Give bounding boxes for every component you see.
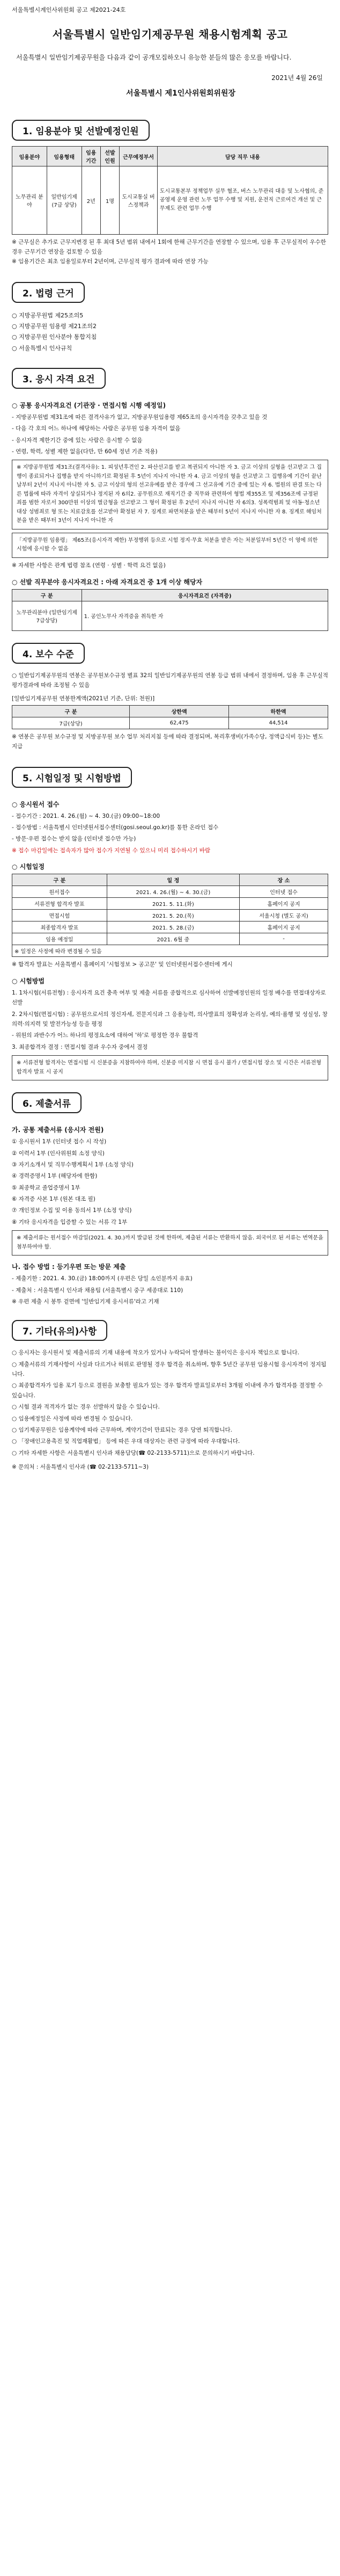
common-req-item: - 지방공무원법 제31조에 따른 결격사유가 없고, 지방공무원임용령 제65조의 응시자격을 갖추고 있을 것: [12, 413, 268, 420]
common-req-item: - 연령, 학력, 성별 제한 없음(다만, 만 60세 정년 기준 적용): [12, 448, 158, 455]
salary-note: ※ 연봉은 공무원 보수규정 및 지방공무원 보수 업무 처리지침 등에 따라 결정되며, 복리후생비(가족수당, 정액급식비 등)는 별도 지급: [12, 733, 323, 750]
cell: 2021. 4. 26.(월) ~ 4. 30.(금): [107, 886, 239, 898]
cell: ※ 일정은 사정에 따라 변경될 수 있음: [12, 945, 328, 957]
cell: 노무관리분야 (일반임기제 7급상당): [12, 601, 82, 630]
documents-box: ※ 제출서류는 원서접수 마감일(2021. 4. 30.)까지 발급된 것에 한하며, 제출된 서류는 반환하지 않음. 외국어로 된 서류는 번역문을 첨부하여야 함.: [12, 1230, 328, 1256]
table-row: [12, 933, 328, 945]
issuer: 서울특별시 제1인사위원회위원장: [126, 89, 235, 98]
col-header: 구 분: [12, 874, 107, 886]
col-header: 근무예정부서: [120, 147, 158, 166]
cell: 홈페이지 공지: [240, 898, 328, 910]
caution-item: ○ 임기제공무원은 임용계약에 따라 근무하며, 계약기간이 만료되는 경우 당연 퇴직합니다.: [12, 1426, 233, 1433]
submit-item: ※ 우편 제출 시 봉투 겉면에 '일반임기제 응시서류'라고 기재: [12, 1298, 159, 1305]
document-item: ② 이력서 1부 (인사위원회 소정 양식): [12, 1150, 105, 1157]
method-item: 3. 최종합격자 결정 : 면접시험 결과 우수자 중에서 결정: [12, 1043, 148, 1050]
col-header: 구 분: [12, 589, 82, 601]
method-item: 1. 1차시험(서류전형) : 응시자격 요건 충족 여부 및 제출 서류를 종합적으로 심사하여 선발예정인원의 일정 배수를 면접대상자로 선발: [12, 989, 326, 1006]
receipt-item: - 접수기간 : 2021. 4. 26.(월) ~ 4. 30.(금) 09:00~18:00: [12, 812, 160, 819]
cell: 도시교통실 버스정책과: [120, 166, 158, 235]
common-requirements-title: ○ 공통 응시자격요건 (기관장 · 면접시험 시행 예정일): [12, 401, 166, 409]
list-item: ○ 지방공무원법 제25조의5: [12, 311, 84, 319]
notice-number: 서울특별시계인사위원회 공고 제2021-24호: [12, 6, 126, 13]
col-header: 구 분: [12, 705, 130, 717]
caution-item: ○ 임용예정일은 사정에 따라 변경될 수 있습니다.: [12, 1415, 133, 1422]
section-1-notes: ※ 근무실은 추가로 근무지변경 된 후 최대 5년 범위 내에서 1회에 한해 근무기간을 연장할 수 있으며, 임용 후 근무실적이 우수한 경우 근무기간 연장을 검토할 수 있음 ※ 임용기간은 최초 임용일로부터 2년이며, 근무실적 평가 결과에 따라 연장 가능: [12, 239, 326, 265]
col-header: 임용형태: [47, 147, 82, 166]
contact-info: ※ 문의처 : 서울특별시 인사과 (☎ 02-2133-5711~3): [12, 1464, 149, 1471]
section-7-heading: 7. 기타(유의)사항: [12, 1320, 107, 1341]
cell: 서울시청 (별도 공지): [240, 910, 328, 921]
cell: 면접시험: [12, 910, 107, 921]
notice-date: 2021년 4월 26일: [271, 74, 323, 82]
field-requirements-title: ○ 선발 직무분야 응시자격요건 : 아래 자격요건 중 1개 이상 해당자: [12, 578, 203, 586]
caution-item: ○ 「장애인고용촉진 및 직업재활법」 등에 따른 우대 대상자는 관련 규정에 따라 우대합니다.: [12, 1438, 240, 1445]
table-row: [12, 166, 328, 235]
common-req-item: - 응시자격 제한기간 중에 있는 사람은 응시할 수 없음: [12, 437, 143, 444]
schedule-title: ○ 시험일정: [12, 863, 45, 871]
cell: 홈페이지 공지: [240, 921, 328, 933]
cell: 7급(상당): [12, 717, 130, 729]
cell: 원서접수: [12, 886, 107, 898]
salary-paragraph: ○ 일반임기제공무원의 연봉은 공무원보수규정 별표 32의 일반임기제공무원의 연봉 등급 범위 내에서 결정하며, 임용 후 근무실적 평가결과에 따라 조정될 수 있음: [12, 672, 328, 689]
cell: 2021. 6월 중: [107, 933, 239, 945]
salary-table: [12, 705, 328, 729]
table-row: [12, 601, 328, 630]
list-item: ○ 지방공무원 임용령 제21조의2: [12, 322, 97, 330]
document-item: ③ 자기소개서 및 직무수행계획서 1부 (소정 양식): [12, 1161, 134, 1168]
document-item: ⑦ 개인정보 수집 및 이용 동의서 1부 (소정 양식): [12, 1207, 132, 1214]
col-header: 담당 직무 내용: [157, 147, 328, 166]
schedule-table: [12, 874, 328, 957]
caution-item: ○ 최종합격자가 임용 포기 등으로 결원을 보충할 필요가 있는 경우 합격자 발표일로부터 3개월 이내에 추가 합격자를 결정할 수 있습니다.: [12, 1382, 323, 1399]
caution-item: ○ 응시자는 응시원서 및 제출서류의 기재 내용에 착오가 있거나 누락되어 발생하는 불이익은 응시자 책임으로 합니다.: [12, 1349, 299, 1356]
requirements-table: [12, 589, 328, 631]
receipt-item: ※ 접수 마감일에는 접속자가 많아 접수가 지연될 수 있으니 미리 접수하시기 바람: [12, 847, 211, 854]
caution-item: ○ 시험 결과 적격자가 없는 경우 선발하지 않을 수 있습니다.: [12, 1404, 160, 1411]
cell: 도시교통본부 정책업무 실무 협조, 버스 노무관리 대응 및 노사협의, 준공영제 운영 관련 노무 업무 수행 및 지원, 운전직 근로여건 개선 및 근무제도 관련 업무 수행: [157, 166, 328, 235]
section-6-heading: 6. 제출서류: [12, 1092, 82, 1113]
submit-item: - 제출처 : 서울특별시 인사과 채용팀 (서울특별시 중구 세종대로 110): [12, 1287, 183, 1294]
submit-title: 나. 접수 방법 : 등기우편 또는 방문 제출: [12, 1263, 126, 1271]
table-row: [12, 910, 328, 921]
common-req-item: - 다음 각 호의 어느 하나에 해당하는 사람은 공무원 임용 자격이 없음: [12, 425, 181, 432]
document-item: ⑤ 최종학교 졸업증명서 1부: [12, 1184, 80, 1191]
cell: -: [240, 933, 328, 945]
table-row: [12, 898, 328, 910]
cell: 서류전형 합격자 발표: [12, 898, 107, 910]
list-item: ○ 서울특별시 인사규칙: [12, 344, 72, 352]
document-item: ⑥ 자격증 사본 1부 (원본 대조 필): [12, 1196, 95, 1203]
cell: 1명: [100, 166, 119, 235]
page-title: 서울특별시 일반임기제공무원 채용시험계획 공고: [52, 28, 288, 41]
document-item: ⑧ 기타 응시자격을 입증할 수 있는 서류 각 1부: [12, 1218, 128, 1225]
section-5-heading: 5. 시험일정 및 시험방법: [12, 767, 132, 788]
cell: 노무관리 분야: [12, 166, 47, 235]
section-1-heading: 1. 임용분야 및 선발예정인원: [12, 120, 150, 141]
restriction-box: 「지방공무원 임용령」 제65조(응시자격 제한) 부정행위 등으로 시험 정지·무효 처분을 받은 자는 처분일부터 5년간 이 영에 의한 시험에 응시할 수 없음: [12, 533, 328, 558]
cell: 인터넷 접수: [240, 886, 328, 898]
salary-caption: [일반임기제공무원 연봉한계액(2021년 기준, 단위: 천원)]: [12, 695, 155, 702]
schedule-note: ※ 합격자 발표는 서울특별시 홈페이지 '시험정보 > 공고문' 및 인터넷원서접수센터에 게시: [12, 961, 233, 968]
col-header: 상한액: [130, 705, 229, 717]
table-row: [12, 921, 328, 933]
method-item: 2. 2차시험(면접시험) : 공무원으로서의 정신자세, 전문지식과 그 응용능력, 의사발표의 정확성과 논리성, 예의·품행 및 성실성, 창의력·의지력 및 발전가능성 등을 평정: [12, 1011, 328, 1028]
document-item: ④ 경력증명서 1부 (해당자에 한함): [12, 1173, 98, 1180]
method-item: - 위원의 과반수가 어느 하나의 평정요소에 대하여 '하'로 평정한 경우 불합격: [12, 1032, 198, 1039]
lead-paragraph: 서울특별시 일반임기제공무원을 다음과 같이 공개모집하오니 유능한 분들의 많은 응모를 바랍니다.: [16, 54, 292, 61]
cell: 44,514: [229, 717, 328, 729]
method-title: ○ 시험방법: [12, 977, 45, 985]
receipt-item: - 방문·우편 접수는 받지 않음 (인터넷 접수만 가능): [12, 836, 136, 843]
caution-item: ○ 기타 자세한 사항은 서울특별시 인사과 채용담당(☎ 02-2133-5711)으로 문의하시기 바랍니다.: [12, 1449, 255, 1456]
cell: 62,475: [130, 717, 229, 729]
document-item: ① 응시원서 1부 (인터넷 접수 시 작성): [12, 1138, 107, 1145]
col-header: 임용분야: [12, 147, 47, 166]
cell: 1. 공인노무사 자격증을 취득한 자: [82, 601, 328, 630]
caution-item: ○ 제출서류의 기재사항이 사실과 다르거나 허위로 판명될 경우 합격을 취소하며, 향후 5년간 공무원 임용시험 응시자격이 정지됩니다.: [12, 1361, 327, 1378]
receipt-title: ○ 응시원서 접수: [12, 800, 60, 808]
col-header: 임용기간: [82, 147, 100, 166]
section-4-heading: 4. 보수 수준: [12, 643, 85, 664]
table-row: [12, 886, 328, 898]
table-row: [12, 717, 328, 729]
section-3-heading: 3. 응시 자격 요건: [12, 368, 106, 389]
col-header: 하한액: [229, 705, 328, 717]
law-list: [12, 310, 328, 354]
receipt-item: - 접수방법 : 서울특별시 인터넷원서접수센터(gosi.seoul.go.kr)를 통한 온라인 접수: [12, 824, 219, 831]
cell: 2021. 5. 28.(금): [107, 921, 239, 933]
disqualification-box: ※ 지방공무원법 제31조(결격사유): 1. 피성년후견인 2. 파산선고를 받고 복권되지 아니한 자 3. 금고 이상의 실형을 선고받고 그 집행이 종료되거나 집행을 받지 아니하기로 확정된 후 5년이 지나지 아니한 자 4. 금고 이상의 형을 선고받고 그 집행유예 기간이 끝난 날부터 2년이 지나지 아니한 자 5. 금고 이상의 형의 선고유예를 받은 경우에 그 선고유예 기간 중에 있는 자 6. 법원의 판결 또는 다른 법률에 따라 자격이 상실되거나 정지된 자 6의2. 공무원으로 재직기간 중 직무와 관련하여 형법 제355조 및 제356조에 규정된 죄를 범한 자로서 300만원 이상의 벌금형을 선고받고 그 형이 확정된 후 2년이 지나지 아니한 자 6의3. 성폭력범죄 및 아동·청소년대상 성범죄로 형 또는 치료감호를 선고받아 확정된 자 7. 징계로 파면처분을 받은 때부터 5년이 지나지 아니한 자 8. 징계로 해임처분을 받은 때부터 3년이 지나지 아니한 자: [12, 460, 328, 529]
section-3-note: ※ 자세한 사항은 관계 법령 참조 (연령 · 성별 · 학력 요건 없음): [12, 562, 166, 569]
position-table: [12, 146, 328, 235]
documents-title: 가. 공통 제출서류 (응시자 전원): [12, 1126, 104, 1134]
cell: 2년: [82, 166, 100, 235]
cell: 2021. 5. 11.(화): [107, 898, 239, 910]
col-header: 일 정: [107, 874, 239, 886]
method-box: ※ 서류전형 합격자는 면접시험 시 신분증을 지참하여야 하며, 신분증 미지참 시 면접 응시 불가 / 면접시험 장소 및 시간은 서류전형 합격자 발표 시 공지: [12, 1055, 328, 1080]
cell: 2021. 5. 20.(목): [107, 910, 239, 921]
submit-item: - 제출기한 : 2021. 4. 30.(금) 18:00까지 (우편은 당일 소인분까지 유효): [12, 1275, 193, 1282]
col-header: 응시자격요건 (자격증): [82, 589, 328, 601]
cell: 일반임기제 (7급 상당): [47, 166, 82, 235]
cell: 최종합격자 발표: [12, 921, 107, 933]
list-item: ○ 지방공무원 인사분야 통합지침: [12, 333, 97, 341]
table-row: [12, 945, 328, 957]
cell: 임용 예정일: [12, 933, 107, 945]
col-header: 장 소: [240, 874, 328, 886]
section-2-heading: 2. 법령 근거: [12, 282, 85, 303]
col-header: 선발인원: [100, 147, 119, 166]
